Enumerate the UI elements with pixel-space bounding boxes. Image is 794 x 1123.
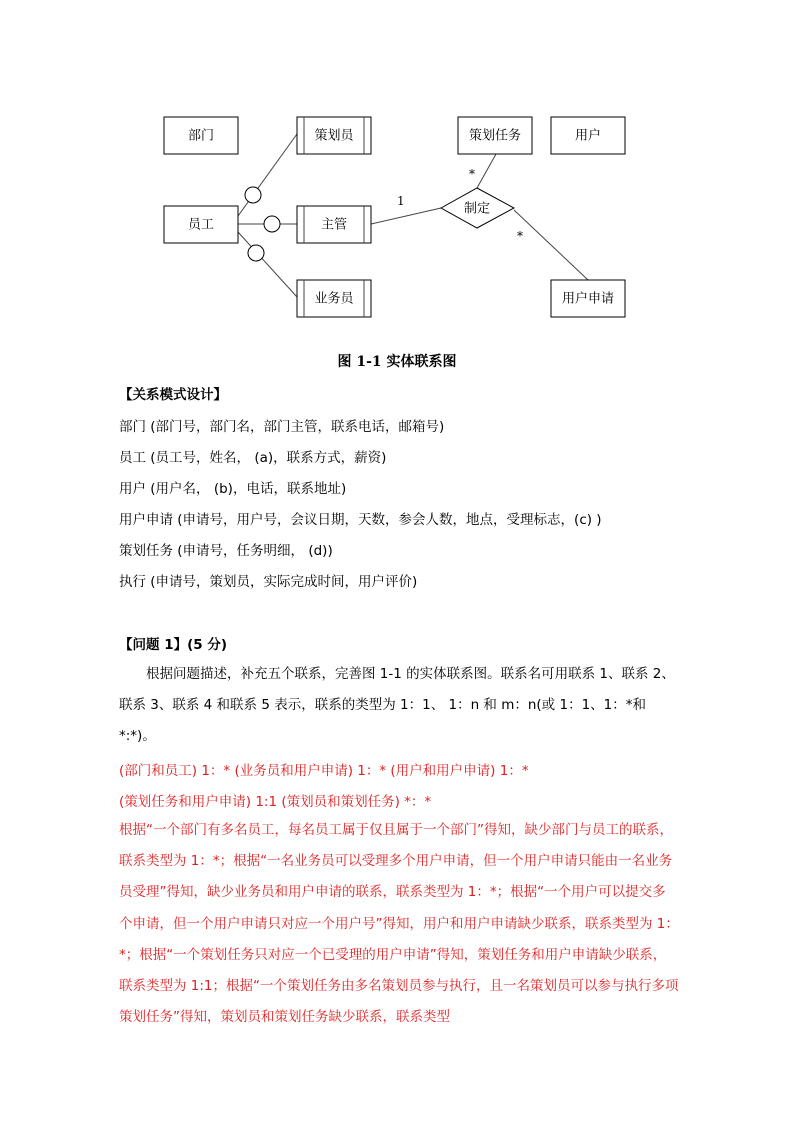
answer-line-1: (部门和员工) 1：* (业务员和用户申请) 1：* (用户和用户申请) 1：* [119, 763, 529, 779]
schema-user: 用户 (用户名， (b)，电话，联系地址) [119, 481, 347, 497]
entity-task [458, 117, 532, 154]
employee-planner-link [238, 134, 297, 216]
subtype-circle-manager [264, 216, 280, 232]
cardinality-request: * [517, 229, 523, 243]
question1-prompt: 根据问题描述，补充五个联系，完善图 1-1 的实体联系图。联系名可用联系 1、联系 2、 联系 3、联系 4 和联系 5 表示，联系的类型为 1：1、 1：n 和 m：n(或 1：1、1：*和 *:*)。 [119, 666, 675, 745]
section-heading-relational: 【关系模式设计】 [119, 387, 227, 403]
entity-request [551, 280, 625, 317]
subtype-circle-planner [245, 187, 261, 203]
cardinality-task: * [469, 167, 475, 181]
answer-line-2: (策划任务和用户申请) 1:1 (策划员和策划任务) *：* [119, 794, 432, 810]
question1-heading: 【问题 1】(5 分) [119, 637, 228, 653]
cardinality-manager: 1 [397, 194, 405, 208]
schema-request: 用户申请 (申请号，用户号，会议日期，天数，参会人数，地点，受理标志，(c) ) [119, 512, 602, 528]
schema-employee: 员工 (员工号，姓名， (a)，联系方式，薪资) [119, 450, 387, 466]
entity-manager-label: 主管 [320, 217, 348, 233]
relationship-define-label: 制定 [463, 201, 491, 217]
entity-salesman [297, 280, 371, 317]
er-diagram [0, 0, 794, 340]
employee-salesman-link [238, 232, 297, 297]
schema-dept: 部门 (部门号，部门名，部门主管，联系电话，邮箱号) [119, 419, 445, 435]
entity-employee [164, 206, 238, 243]
entity-request-label: 用户申请 [561, 291, 615, 307]
subtype-circle-salesman [248, 245, 264, 261]
answer-explanation: 根据“一个部门有多名员工，每名员工属于仅且属于一个部门”得知，缺少部门与员工的联系，联系类型为 1：*；根据“一名业务员可以受理多个用户申请，但一个用户申请只能由一名业务员受理”得知，缺少业务员和用户申请的联系，联系类型为 1：*；根据“一个用户可以提交多个申请，但一个用户申请只对应一个用户号”得知，用户和用户申请缺少联系，联系类型为 1：*；根据“一个策划任务只对应一个已受理的用户申请”得知，策划任务和用户申请缺少联系，联系类型为 1:1；根据“一个策划任务由多名策划员参与执行，且一名策划员可以参与执行多项策划任务”得知，策划员和策划任务缺少联系，联系类型 [119, 822, 679, 1026]
entity-task-label: 策划任务 [468, 128, 522, 144]
figure-caption: 图 1-1 实体联系图 [337, 354, 457, 370]
entity-manager [297, 206, 371, 243]
schema-execute: 执行 (申请号，策划员，实际完成时间，用户评价) [119, 574, 418, 590]
entity-planner [297, 117, 371, 154]
entity-dept-label: 部门 [187, 128, 215, 144]
relationship-define [441, 188, 514, 228]
entity-employee-label: 员工 [187, 217, 215, 233]
entity-planner-label: 策划员 [314, 128, 354, 144]
entity-user-label: 用户 [574, 128, 602, 144]
manager-relationship-link [371, 208, 441, 224]
entity-salesman-label: 业务员 [314, 291, 354, 307]
relationship-task-link [477, 154, 496, 188]
schema-task: 策划任务 (申请号，任务明细， (d)) [119, 543, 333, 559]
entity-dept [164, 117, 238, 154]
relationship-request-link [514, 210, 588, 280]
entity-user [551, 117, 625, 154]
